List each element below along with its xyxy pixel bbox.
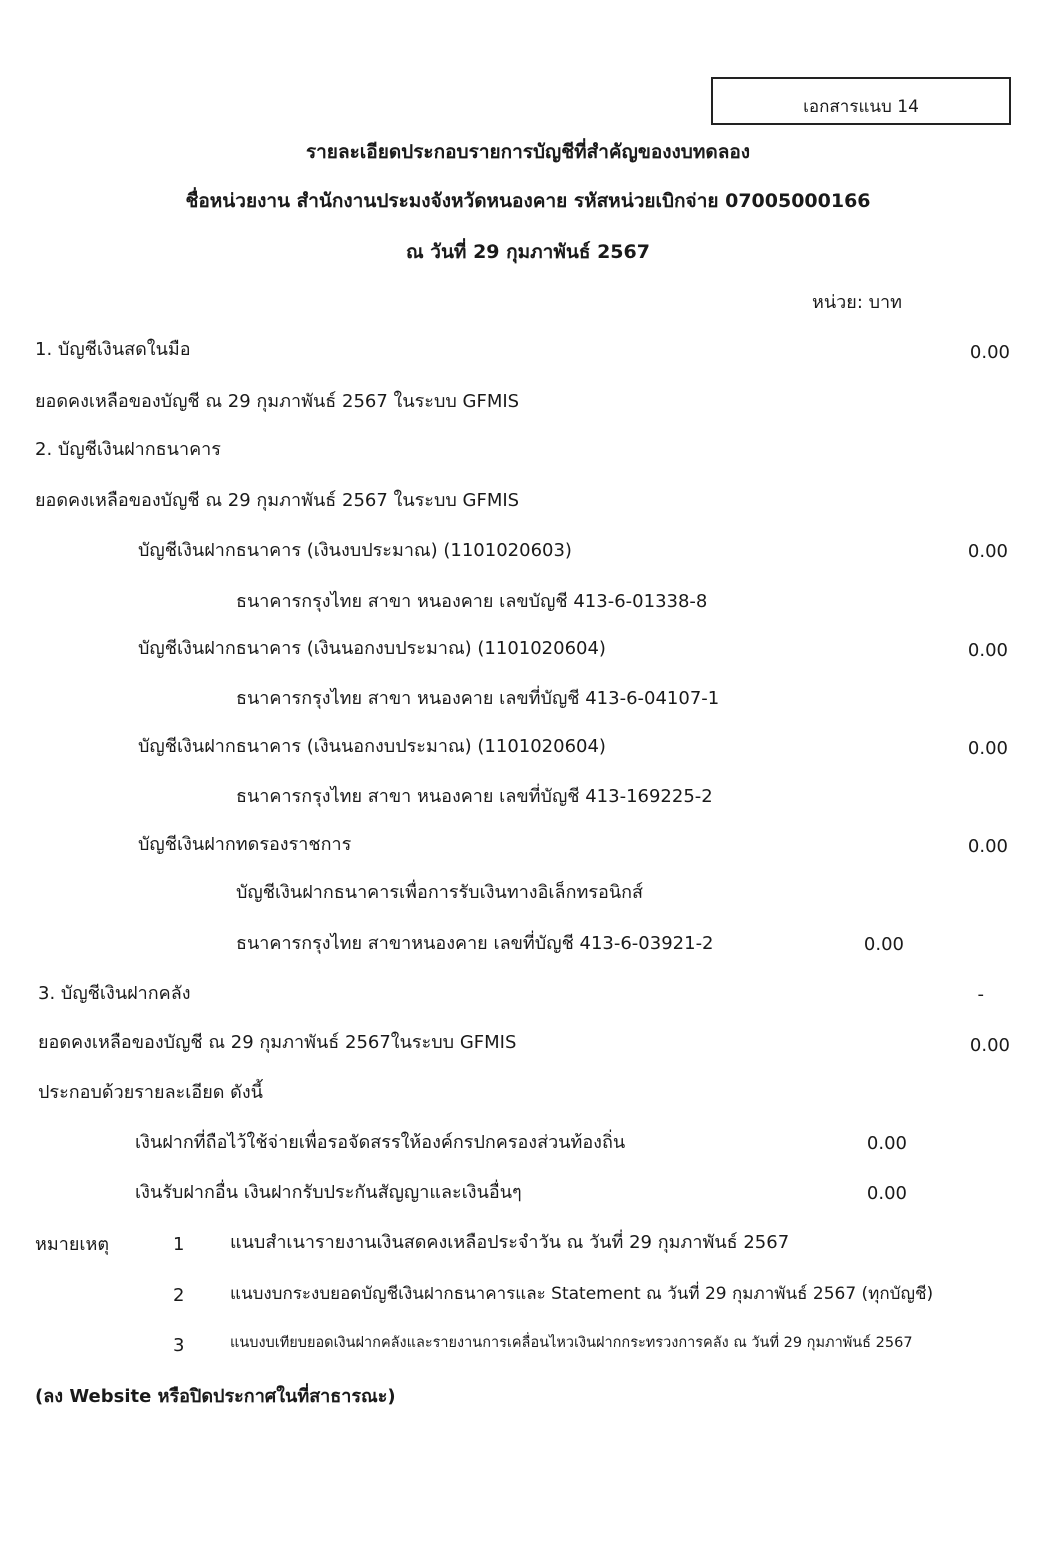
note-number: 1 xyxy=(173,1234,185,1255)
agency-line: ชื่อหน่วยงาน สำนักงานประมงจังหวัดหนองคาย รหัสหน่วยเบิกจ่าย 07005000166 xyxy=(185,190,871,212)
page-title: รายละเอียดประกอบรายการบัญชีที่สำคัญของงบทดลอง xyxy=(305,141,751,163)
bank-account-amount: 0.00 xyxy=(967,640,1008,661)
section2-title: 2. บัญชีเงินฝากธนาคาร xyxy=(35,439,221,460)
bank-account-detail: ธนาคารกรุงไทย สาขา หนองคาย เลขที่บัญชี 413-169225-2 xyxy=(236,786,713,807)
section3-detail-intro: ประกอบด้วยรายละเอียด ดังนี้ xyxy=(38,1082,263,1103)
section3-title: 3. บัญชีเงินฝากคลัง xyxy=(38,983,191,1004)
section3-balance-amount: 0.00 xyxy=(969,1035,1010,1056)
section1-balance-line: ยอดคงเหลือของบัญชี ณ 29 กุมภาพันธ์ 2567 ในระบบ GFMIS xyxy=(35,391,520,412)
section1-title: 1. บัญชีเงินสดในมือ xyxy=(35,339,191,360)
section3-balance-line: ยอดคงเหลือของบัญชี ณ 29 กุมภาพันธ์ 2567ในระบบ GFMIS xyxy=(38,1032,517,1053)
bank-account-amount: 0.00 xyxy=(967,541,1008,562)
section1-amount: 0.00 xyxy=(969,342,1010,363)
note-text: แนบงบกระงบยอดบัญชีเงินฝากธนาคารและ Statement ณ วันที่ 29 กุมภาพันธ์ 2567 (ทุกบัญชี) xyxy=(230,1284,934,1304)
note-text: แนบงบเทียบยอดเงินฝากคลังและรายงานการเคลื่อนไหวเงินฝากกระทรวงการคลัง ณ วันที่ 29 กุมภาพันธ์ 2567 xyxy=(230,1335,913,1351)
attachment-label-box xyxy=(711,77,1011,125)
date-line: ณ วันที่ 29 กุมภาพันธ์ 2567 xyxy=(406,241,650,263)
section2-balance-line: ยอดคงเหลือของบัญชี ณ 29 กุมภาพันธ์ 2567 ในระบบ GFMIS xyxy=(35,490,520,511)
bank-account-detail: ธนาคารกรุงไทย สาขา หนองคาย เลขบัญชี 413-6-01338-8 xyxy=(236,591,708,612)
note-text: แนบสำเนารายงานเงินสดคงเหลือประจำวัน ณ วันที่ 29 กุมภาพันธ์ 2567 xyxy=(230,1232,790,1253)
advance-account-amount: 0.00 xyxy=(967,836,1008,857)
section3-dash: - xyxy=(977,984,984,1005)
deposit-detail-label: เงินรับฝากอื่น เงินฝากรับประกันสัญญาและเงินอื่นๆ xyxy=(135,1182,522,1203)
advance-bank-detail: ธนาคารกรุงไทย สาขาหนองคาย เลขที่บัญชี 413-6-03921-2 xyxy=(236,933,714,954)
bank-account-label: บัญชีเงินฝากธนาคาร (เงินนอกงบประมาณ) (1101020604) xyxy=(138,736,606,757)
unit-label: หน่วย: บาท xyxy=(812,292,903,313)
deposit-detail-amount: 0.00 xyxy=(866,1133,907,1154)
bank-account-label: บัญชีเงินฝากธนาคาร (เงินงบประมาณ) (1101020603) xyxy=(138,540,572,561)
attachment-label: เอกสารแนบ 14 xyxy=(803,97,919,117)
bank-account-amount: 0.00 xyxy=(967,738,1008,759)
note-number: 2 xyxy=(173,1285,185,1306)
note-number: 3 xyxy=(173,1335,185,1356)
advance-sub-label: บัญชีเงินฝากธนาคารเพื่อการรับเงินทางอิเล็กทรอนิกส์ xyxy=(236,882,644,903)
bank-account-label: บัญชีเงินฝากธนาคาร (เงินนอกงบประมาณ) (1101020604) xyxy=(138,638,606,659)
notes-label: หมายเหตุ xyxy=(35,1234,110,1255)
advance-bank-amount: 0.00 xyxy=(863,934,904,955)
deposit-detail-amount: 0.00 xyxy=(866,1183,907,1204)
bank-account-detail: ธนาคารกรุงไทย สาขา หนองคาย เลขที่บัญชี 413-6-04107-1 xyxy=(236,688,720,709)
publish-note: (ลง Website หรือปิดประกาศในที่สาธารณะ) xyxy=(35,1386,396,1407)
advance-account-label: บัญชีเงินฝากทดรองราชการ xyxy=(138,834,352,855)
deposit-detail-label: เงินฝากที่ถือไว้ใช้จ่ายเพื่อรอจัดสรรให้องค์กรปกครองส่วนท้องถิ่น xyxy=(135,1132,626,1153)
